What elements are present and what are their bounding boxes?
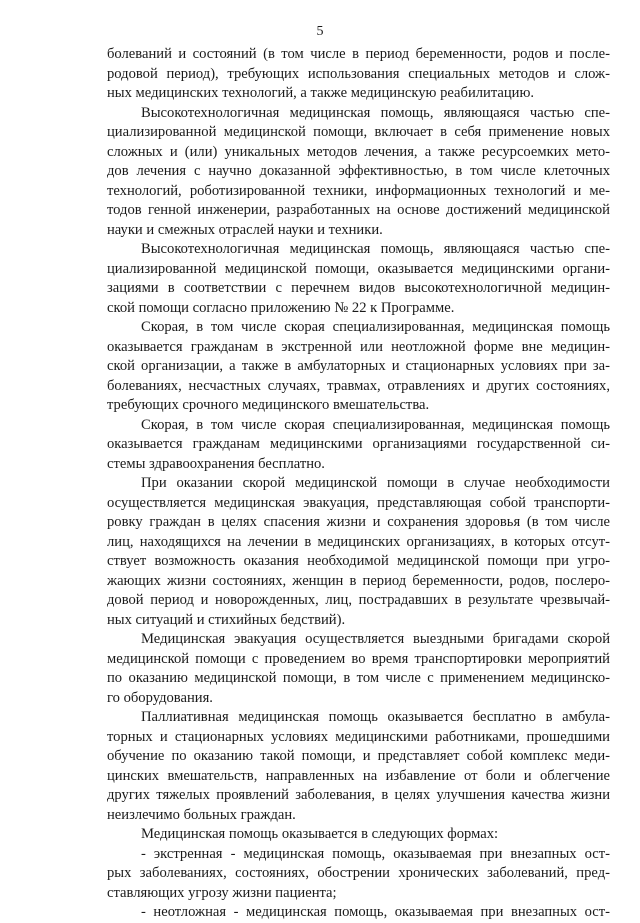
text-line: дов лечения с научно доказанной эффективностью, в том числе клеточных — [107, 163, 610, 179]
paragraph — [107, 825, 610, 845]
text-line: - экстренная - медицинская помощь, оказываемая при внезапных ост- — [141, 845, 610, 862]
list-item — [107, 845, 610, 904]
text-line: циализированной медицинской помощи, включает в себя применение новых — [107, 124, 610, 140]
text-line: ставляющих угрозу жизни пациента; — [107, 884, 337, 901]
text-line: жающих жизни состояниях, женщин в период беременности, родов, послеро- — [107, 572, 610, 589]
paragraph — [107, 318, 610, 416]
paragraph — [107, 45, 610, 104]
text-line: обучение по оказанию такой помощи, и представляет собой комплекс меди- — [107, 748, 610, 764]
text-line: рых заболеваниях, состояниях, обострении хронических заболеваний, пред- — [107, 865, 610, 881]
paragraph — [107, 474, 610, 630]
text-line: - неотложная - медицинская помощь, оказываемая при внезапных ост- — [141, 904, 610, 920]
text-line: Медицинская помощь оказывается в следующих формах: — [141, 826, 499, 842]
text-line: лиц, находящихся на лечении в медицинских организациях, в которых отсут- — [107, 533, 610, 550]
text-line: оказывается гражданам медицинскими организациями государственной си- — [107, 436, 610, 452]
text-line: медицинской помощи с проведением во время транспортировки мероприятий — [107, 650, 610, 667]
text-line: тодов генной инженерии, разработанных на основе достижений медицинской — [107, 202, 610, 218]
page-number: 5 — [316, 24, 324, 39]
paragraph — [107, 630, 610, 708]
text-line: ской организации, а также в амбулаторных и стационарных условиях при за- — [107, 358, 610, 374]
paragraph — [107, 416, 610, 475]
text-line: неизлечимо больных граждан. — [107, 806, 296, 823]
text-line: технологий, роботизированной техники, информационных технологий и ме- — [107, 182, 610, 199]
text-line: ных ситуаций и стихийных бедствий). — [107, 611, 346, 628]
text-line: При оказании скорой медицинской помощи в случае необходимости — [141, 475, 610, 491]
text-line: Высокотехнологичная медицинская помощь, являющаяся частью спе- — [141, 241, 610, 257]
paragraph — [107, 240, 610, 318]
text-line: болеваний и состояний (в том числе в период беременности, родов и после- — [107, 46, 610, 62]
text-line: го оборудования. — [107, 689, 213, 706]
text-line: Скорая, в том числе скорая специализированная, медицинская помощь — [141, 416, 610, 433]
text-line: Высокотехнологичная медицинская помощь, являющаяся частью спе- — [141, 104, 610, 121]
text-line: Паллиативная медицинская помощь оказывается бесплатно в амбула- — [141, 709, 610, 725]
list-item — [107, 903, 610, 923]
text-line: родовой период), требующих использования специальных методов и слож- — [107, 65, 610, 82]
text-line: ровку граждан в целях спасения жизни и сохранения здоровья (в том числе — [107, 514, 610, 530]
text-line: Медицинская эвакуация осуществляется выездными бригадами скорой — [141, 631, 610, 647]
text-line: осуществляется медицинская эвакуация, представляющая собой транспорти- — [107, 494, 610, 511]
text-line: цинских вмешательств, направленных на избавление от боли и облегчение — [107, 767, 610, 784]
text-line: болеваниях, несчастных случаях, травмах, отравлениях и других состояниях, — [107, 377, 610, 394]
text-line: науки и смежных отраслей науки и техники. — [107, 221, 383, 238]
text-line: сложных и (или) уникальных методов лечения, а также ресурсоемких мето- — [107, 143, 610, 160]
text-line: ской помощи согласно приложению № 22 к Программе. — [107, 299, 455, 316]
paragraph — [107, 708, 610, 825]
text-line: по оказанию медицинской помощи, в том числе с применением медицинско- — [107, 670, 610, 686]
text-line: требующих срочного медицинского вмешательства. — [107, 397, 430, 413]
text-line: ствует возможность оказания необходимой медицинской помощи при угро- — [107, 553, 610, 569]
text-line: оказывается гражданам в экстренной или неотложной форме вне медицин- — [107, 338, 610, 355]
text-line: торных и стационарных условиях медицинскими работниками, прошедшими — [107, 728, 610, 745]
paragraph — [107, 104, 610, 241]
text-line: циализированной медицинской помощи, оказывается медицинскими органи- — [107, 260, 610, 277]
document-body — [107, 45, 610, 923]
text-line: Скорая, в том числе скорая специализированная, медицинская помощь — [141, 319, 610, 335]
text-line: стемы здравоохранения бесплатно. — [107, 455, 325, 472]
text-line: зациями в соответствии с перечнем видов высокотехнологичной медицин- — [107, 280, 610, 296]
text-line: довой период и новорожденных, лиц, пострадавших в результате чрезвычай- — [107, 592, 610, 608]
text-line: ных медицинских технологий, а также медицинскую реабилитацию. — [107, 85, 535, 101]
text-line: других тяжелых проявлений заболевания, в целях улучшения качества жизни — [107, 787, 610, 803]
